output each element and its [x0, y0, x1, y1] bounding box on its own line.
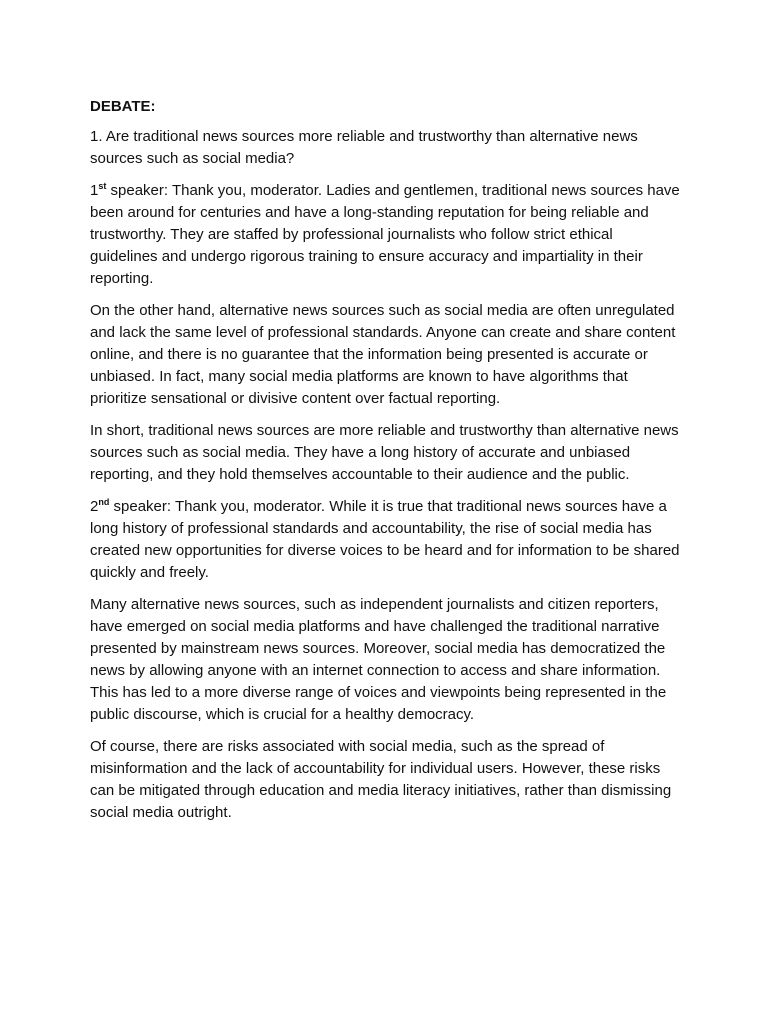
- speaker-1-paragraph-2: On the other hand, alternative news sources such as social media are often unregulated and lack the same level of professional standards. Anyone can create and share content online, and there is no guarantee that the information being presented is accurate or unbiased. In fact, many social media platforms are known to have algorithms that prioritize sensational or divisive content over factual reporting.: [90, 302, 676, 407]
- speaker-2-ordinal: nd: [98, 497, 110, 507]
- speaker-2-intro: [90, 496, 680, 584]
- speaker-2-intro-text: speaker: Thank you, moderator. While it is true that traditional news sources have a long history of professional standards and accountability, the rise of social media has created new opportunities for diverse voices to be heard and for information to be shared quickly and freely.: [90, 498, 680, 581]
- speaker-2-number: 2: [90, 498, 99, 515]
- speaker-1-number: 1: [90, 182, 99, 199]
- debate-question: 1. Are traditional news sources more reliable and trustworthy than alternative news sources such as social media?: [90, 128, 638, 167]
- document-title: DEBATE:: [90, 98, 156, 115]
- speaker-1-paragraph-3: In short, traditional news sources are more reliable and trustworthy than alternative news sources such as social media. They have a long history of accurate and unbiased reporting, and they hold themselves accountable to their audience and the public.: [90, 422, 679, 483]
- speaker-2-paragraph-2: Many alternative news sources, such as independent journalists and citizen reporters, have emerged on social media platforms and have challenged the traditional narrative presented by mainstream news sources. Moreover, social media has democratized the news by allowing anyone with an internet connection to access and share information. This has led to a more diverse range of voices and viewpoints being represented in the public discourse, which is crucial for a healthy democracy.: [90, 596, 667, 723]
- speaker-2-paragraph-3: Of course, there are risks associated with social media, such as the spread of misinformation and the lack of accountability for individual users. However, these risks can be mitigated through education and media literacy initiatives, rather than dismissing social media outright.: [90, 738, 672, 821]
- speaker-1-intro: [90, 180, 680, 290]
- speaker-1-ordinal: st: [98, 181, 107, 191]
- speaker-1-intro-text: speaker: Thank you, moderator. Ladies and gentlemen, traditional news sources have been around for centuries and have a long-standing reputation for being reliable and trustworthy. They are staffed by professional journalists who follow strict ethical guidelines and undergo rigorous training to ensure accuracy and impartiality in their reporting.: [90, 182, 680, 287]
- document-body: [90, 96, 680, 834]
